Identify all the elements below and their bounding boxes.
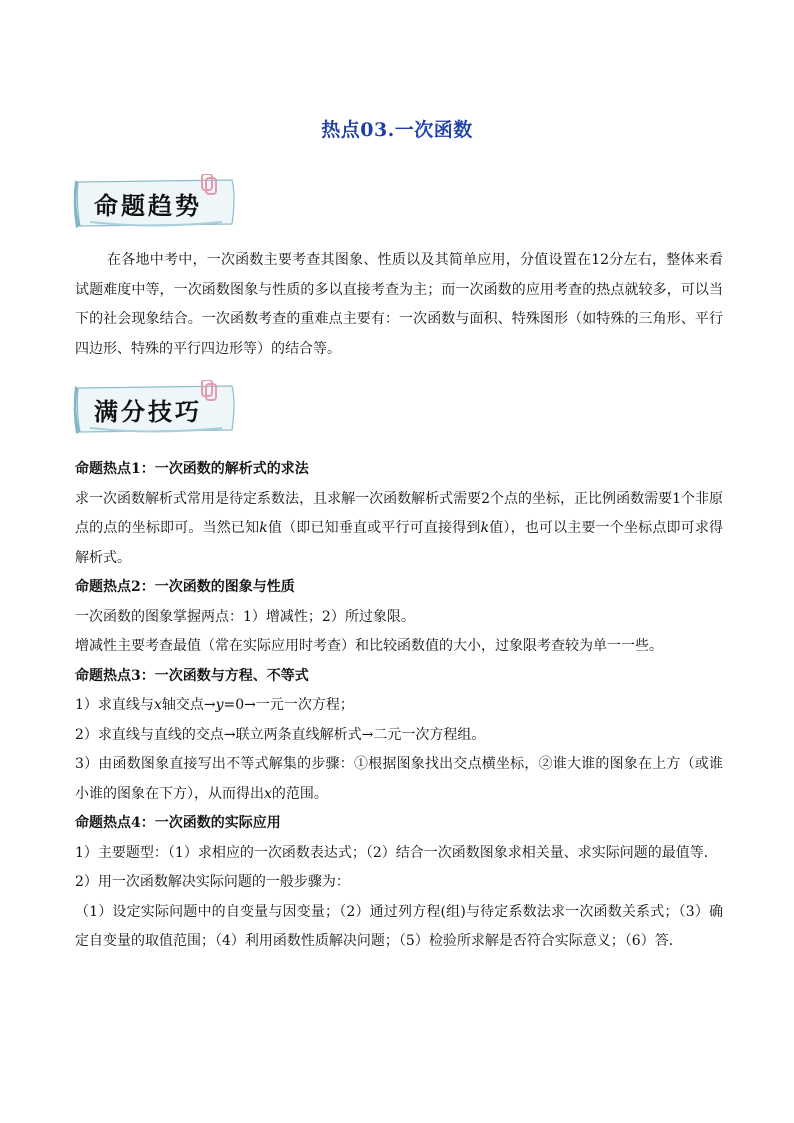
trend-paragraph: 在各地中考中，一次函数主要考查其图象、性质以及其简单应用，分值设置在12分左右，整体来看试题难度中等，一次函数图象与性质的多以直接考查为主；而一次函数的应用考查的热点就较多，可以当下的社会现象结合。一次函数考查的重难点主要有：一次函数与面积、特殊图形（如特殊的三角形、平行四边形、特殊的平行四边形等）的结合等。 xyxy=(75,252,723,357)
hotspot-text-1: 求一次函数解析式常用是待定系数法，且求解一次函数解析式需要2个点的坐标，正比例函数需要1个非原点的点的坐标即可。当然已知k值（即已知垂直或平行可直接得到k值），也可以主要一个坐标点即可求得解析式。 xyxy=(75,490,724,566)
hotspot-heading-2: 命题热点2：一次函数的图象与性质 xyxy=(75,579,295,595)
hotspot-heading-4: 命题热点4：一次函数的实际应用 xyxy=(75,815,281,831)
section-banner-skills xyxy=(72,380,242,438)
skills-section xyxy=(75,455,723,957)
trend-section xyxy=(75,246,723,364)
hotspot-text-4a: 1）主要题型：（1）求相应的一次函数表达式；（2）结合一次函数图象求相关量、求实际问题的最值等． xyxy=(75,844,718,861)
banner-label: 满分技巧 xyxy=(94,397,202,426)
section-banner-trend xyxy=(72,174,242,232)
hotspot-text-2a: 一次函数的图象掌握两点：1）增减性；2）所过象限。 xyxy=(75,608,415,625)
page-title: 热点03.一次函数 xyxy=(321,119,473,141)
hotspot-text-3b: 2）求直线与直线的交点→联立两条直线解析式→二元一次方程组。 xyxy=(75,726,486,743)
hotspot-text-4b: 2）用一次函数解决实际问题的一般步骤为： xyxy=(75,874,350,890)
hotspot-text-2b: 增减性主要考查最值（常在实际应用时考查）和比较函数值的大小，过象限考查较为单一一些。 xyxy=(75,638,663,654)
hotspot-heading-3: 命题热点3：一次函数与方程、不等式 xyxy=(75,667,309,684)
banner-label: 命题趋势 xyxy=(94,191,202,220)
hotspot-text-4c: （1）设定实际问题中的自变量与因变量；（2）通过列方程(组)与待定系数法求一次函数关系式；（3）确定自变量的取值范围；（4）利用函数性质解决问题；（5）检验所求解是否符合实际意义；（6）答． xyxy=(75,903,723,949)
hotspot-heading-1: 命题热点1：一次函数的解析式的求法 xyxy=(75,461,309,477)
hotspot-text-3c: 3）由函数图象直接写出不等式解集的步骤：①根据图象找出交点横坐标，②谁大谁的图象在上方（或谁小谁的图象在下方），从而得出x的范围。 xyxy=(75,756,723,802)
hotspot-text-3a: 1）求直线与x轴交点→y=0→一元一次方程； xyxy=(75,697,354,713)
